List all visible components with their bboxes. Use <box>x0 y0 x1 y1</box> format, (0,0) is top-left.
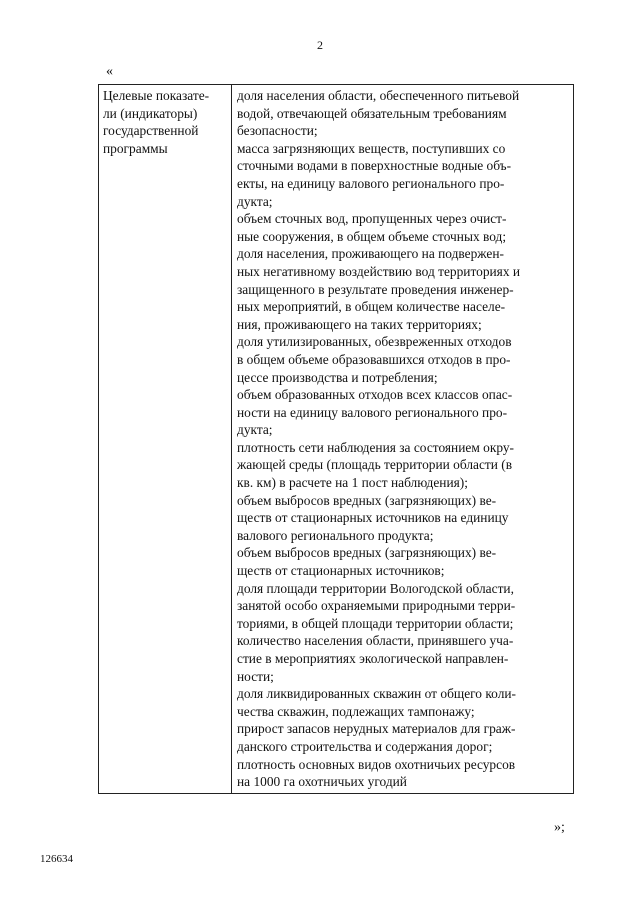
indicator-line: объем сточных вод, пропущенных через очист- <box>237 211 507 227</box>
indicator-line: ториями, в общей площади территории области; <box>237 615 514 631</box>
indicator-line: ные сооружения, в общем объеме сточных вод; <box>237 228 507 244</box>
indicator-line: водой, отвечающей обязательным требованиям <box>237 105 507 121</box>
indicator-line: объем образованных отходов всех классов опас- <box>237 387 513 403</box>
indicator-line: валового регионального продукта; <box>237 527 434 543</box>
indicator-line: кв. км) в расчете на 1 пост наблюдения); <box>237 475 468 491</box>
indicator-line: количество населения области, принявшего уча- <box>237 633 514 649</box>
indicator-line: ных мероприятий, в общем количестве населе- <box>237 299 506 315</box>
label-line: программы <box>103 140 168 156</box>
indicator-line: ности на единицу валового регионального про- <box>237 404 508 420</box>
indicator-line: стие в мероприятиях экологической направлен- <box>237 651 509 666</box>
indicator-line: ных негативному воздействию вод территориях и <box>237 263 521 279</box>
indicator-line: екты, на единицу валового регионального про- <box>237 175 505 191</box>
indicator-line: доля площади территории Вологодской области, <box>237 580 514 596</box>
indicator-line: безопасности; <box>237 123 318 139</box>
closing-quote-mark: »; <box>554 820 565 835</box>
indicator-line: плотность сети наблюдения за состоянием окру- <box>237 439 515 455</box>
indicators-table <box>98 84 574 794</box>
indicator-line: доля утилизированных, обезвреженных отходов <box>237 334 512 350</box>
indicator-line: доля населения области, обеспеченного питьевой <box>237 88 520 103</box>
indicator-line: прирост запасов нерудных материалов для граж- <box>237 721 516 737</box>
indicator-line: жающей среды (площадь территории области (в <box>237 457 513 473</box>
indicator-line: данского строительства и содержания дорог; <box>237 738 493 754</box>
page-number: 2 <box>317 38 323 52</box>
indicator-line: доля населения, проживающего на подвержен- <box>237 246 504 262</box>
indicator-line: занятой особо охраняемыми природными терри- <box>237 598 516 614</box>
indicator-line: дукта; <box>237 193 273 209</box>
indicator-line: масса загрязняющих веществ, поступивших со <box>237 140 506 156</box>
indicators-list-cell <box>232 85 574 794</box>
indicator-line: цессе производства и потребления; <box>237 369 438 385</box>
indicator-line: дукта; <box>237 422 273 438</box>
label-line: ли (индикаторы) <box>103 105 198 121</box>
indicator-line: ния, проживающего на таких территориях; <box>237 316 482 332</box>
indicator-line: ществ от стационарных источников на единицу <box>237 510 509 526</box>
row-label-cell <box>99 85 232 794</box>
opening-quote-mark: « <box>106 64 113 79</box>
indicator-line: чества скважин, подлежащих тампонажу; <box>237 703 475 719</box>
indicator-line: сточными водами в поверхностные водные объ- <box>237 158 512 174</box>
label-line: Целевые показате- <box>103 88 210 103</box>
indicator-line: ществ от стационарных источников; <box>237 563 445 579</box>
indicator-line: ности; <box>237 668 274 684</box>
indicator-line: объем выбросов вредных (загрязняющих) ве- <box>237 545 497 561</box>
indicator-line: доля ликвидированных скважин от общего коли- <box>237 686 516 702</box>
table-row <box>99 85 574 794</box>
indicator-line: защищенного в результате проведения инженер- <box>237 281 514 297</box>
label-line: государственной <box>103 123 199 139</box>
document-id: 126634 <box>40 853 73 865</box>
indicator-line: объем выбросов вредных (загрязняющих) ве- <box>237 492 497 508</box>
indicator-line: в общем объеме образовавшихся отходов в про- <box>237 351 511 367</box>
indicator-line: плотность основных видов охотничьих ресурсов <box>237 756 516 772</box>
indicator-line: на 1000 га охотничьих угодий <box>237 774 407 790</box>
